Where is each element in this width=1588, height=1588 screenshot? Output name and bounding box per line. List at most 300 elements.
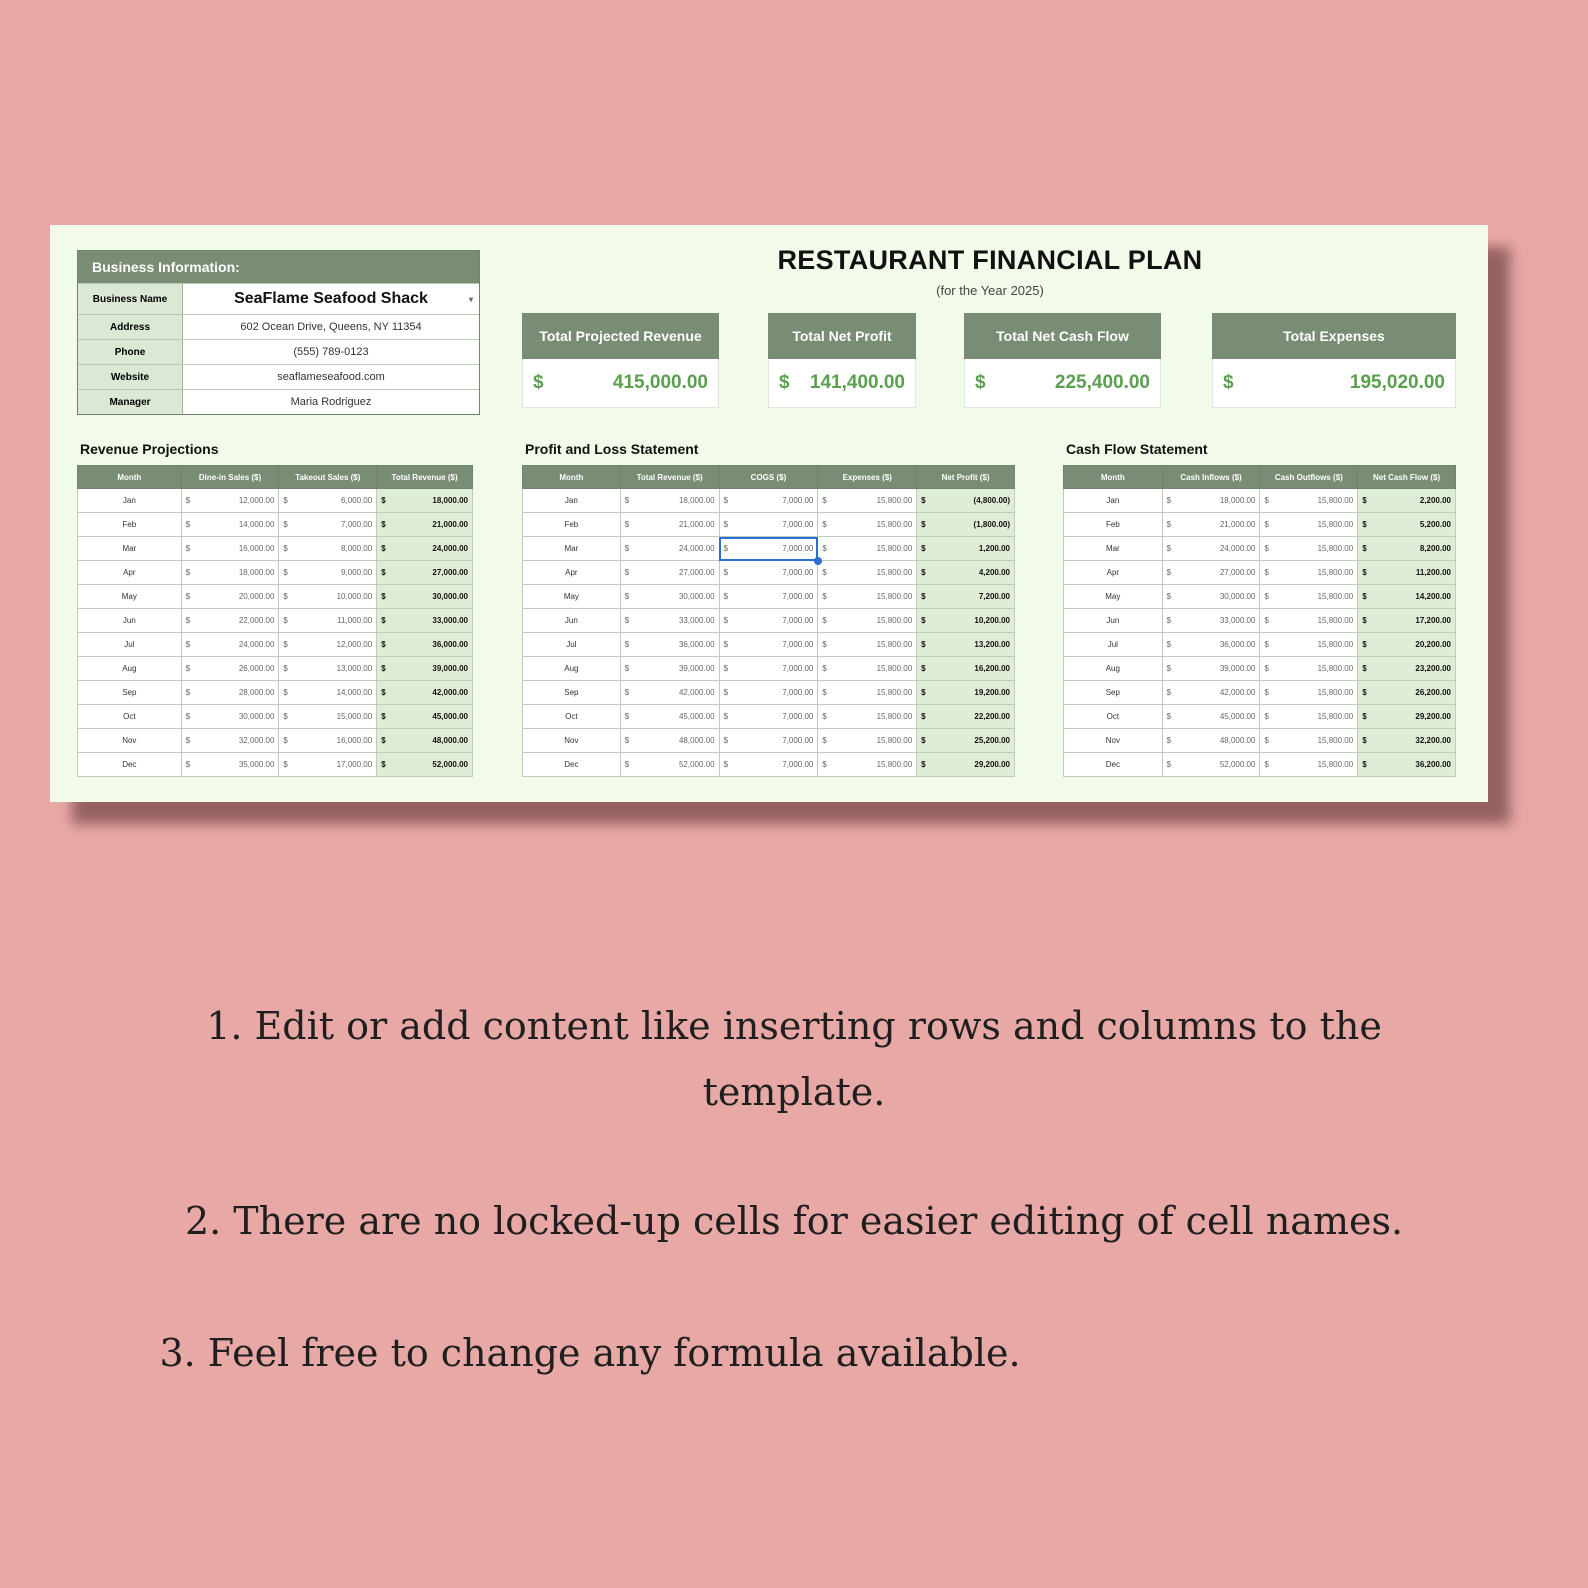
total-cell[interactable] [377, 681, 473, 705]
card-net-profit [768, 313, 916, 409]
total-cell[interactable] [917, 729, 1015, 753]
currency-symbol: $ [381, 616, 386, 625]
currency-symbol: $ [185, 664, 191, 673]
value-cell[interactable] [1260, 513, 1358, 537]
value-cell[interactable] [1162, 753, 1260, 777]
value-cell[interactable] [1162, 729, 1260, 753]
total-cell[interactable] [377, 585, 473, 609]
total-cell[interactable] [917, 633, 1015, 657]
cell-value: 7,000.00 [782, 736, 814, 745]
value-cell[interactable] [279, 681, 377, 705]
currency-symbol: $ [624, 736, 630, 745]
currency-symbol: $ [624, 592, 630, 601]
currency-symbol: $ [822, 664, 827, 673]
month-cell[interactable]: Aug [78, 657, 182, 681]
value-cell[interactable] [181, 513, 279, 537]
value-cell[interactable] [181, 705, 279, 729]
cell-value: 15,800.00 [876, 712, 913, 721]
currency-symbol: $ [1166, 544, 1172, 553]
card-value[interactable] [768, 359, 916, 408]
phone-cell[interactable]: (555) 789-0123 [183, 340, 479, 364]
total-cell[interactable] [1358, 513, 1456, 537]
currency-symbol: $ [1264, 568, 1269, 577]
total-cell[interactable] [377, 705, 473, 729]
currency-symbol: $ [283, 640, 288, 649]
cell-value: 33,000.00 [678, 616, 715, 625]
column-header[interactable]: Dine-in Sales ($) [181, 466, 279, 489]
value-cell[interactable] [181, 657, 279, 681]
column-header[interactable]: Net Profit ($) [917, 466, 1015, 489]
currency-symbol: $ [1362, 496, 1367, 505]
cell-value: 4,200.00 [978, 568, 1010, 577]
column-header[interactable]: Month [1064, 466, 1163, 489]
total-cell[interactable] [1358, 489, 1456, 513]
value-cell[interactable] [1260, 633, 1358, 657]
value-cell[interactable] [1162, 537, 1260, 561]
currency-symbol: $ [381, 568, 386, 577]
month-cell[interactable]: Oct [78, 705, 182, 729]
value-cell[interactable] [181, 753, 279, 777]
month-cell[interactable]: Jul [523, 633, 621, 657]
month-cell[interactable]: Mar [1064, 537, 1163, 561]
month-cell[interactable]: May [1064, 585, 1163, 609]
currency-symbol: $ [1264, 496, 1269, 505]
value-cell[interactable] [818, 489, 917, 513]
currency-symbol: $ [624, 616, 630, 625]
cell-value: 27,000.00 [432, 568, 468, 577]
cell-value: 15,800.00 [876, 760, 913, 769]
value-cell[interactable] [279, 537, 377, 561]
cell-value: 20,000.00 [238, 592, 275, 601]
cell-value: 15,000.00 [336, 712, 373, 721]
total-cell[interactable] [1358, 705, 1456, 729]
currency-symbol: $ [723, 712, 729, 721]
month-cell[interactable]: Feb [1064, 513, 1163, 537]
value-cell[interactable] [719, 705, 818, 729]
value-cell[interactable] [279, 657, 377, 681]
currency-symbol: $ [921, 568, 926, 577]
value-cell[interactable] [1260, 561, 1358, 585]
currency-symbol: $ [723, 640, 729, 649]
business-info-panel [77, 250, 480, 415]
total-cell[interactable] [377, 753, 473, 777]
total-cell[interactable] [917, 681, 1015, 705]
currency-symbol: $ [624, 496, 630, 505]
value-cell[interactable] [181, 561, 279, 585]
value-cell[interactable] [181, 609, 279, 633]
month-cell[interactable]: Aug [523, 657, 621, 681]
total-cell[interactable] [377, 513, 473, 537]
table-row [78, 585, 473, 609]
value-cell[interactable] [1260, 585, 1358, 609]
currency-symbol: $ [723, 616, 729, 625]
value-cell[interactable] [719, 561, 818, 585]
cell-value: 45,000.00 [1219, 712, 1256, 721]
currency-symbol: $ [185, 496, 191, 505]
column-header[interactable]: Total Revenue ($) [377, 466, 473, 489]
cell-value: 24,000.00 [678, 544, 715, 553]
cell-value: 15,800.00 [1317, 640, 1354, 649]
value-cell[interactable] [181, 585, 279, 609]
total-cell[interactable] [1358, 537, 1456, 561]
currency-symbol: $ [921, 544, 926, 553]
table-row [1064, 585, 1456, 609]
value-cell[interactable] [719, 585, 818, 609]
column-header[interactable]: Cash Outflows ($) [1260, 466, 1358, 489]
currency-symbol: $ [624, 688, 630, 697]
cell-value: 14,000.00 [238, 520, 275, 529]
value-cell[interactable] [279, 585, 377, 609]
currency-symbol: $ [381, 520, 386, 529]
column-header[interactable]: Month [523, 466, 621, 489]
pl-table [522, 465, 1015, 777]
total-cell[interactable] [377, 729, 473, 753]
currency-symbol: $ [822, 688, 827, 697]
note-1: 1. Edit or add content like inserting rows and columns to the template. [206, 1004, 1382, 1114]
cell-value: 15,800.00 [1317, 712, 1354, 721]
column-header[interactable]: Expenses ($) [818, 466, 917, 489]
value-cell[interactable] [181, 681, 279, 705]
currency-symbol: $ [381, 688, 386, 697]
currency-symbol: $ [822, 616, 827, 625]
value-cell[interactable] [279, 513, 377, 537]
card-value[interactable] [964, 359, 1161, 408]
cell-value: 21,000.00 [1219, 520, 1256, 529]
currency-symbol: $ [185, 760, 191, 769]
column-header[interactable]: Takeout Sales ($) [279, 466, 377, 489]
value-cell[interactable] [1260, 657, 1358, 681]
month-cell[interactable]: Sep [78, 681, 182, 705]
value-cell[interactable] [620, 705, 719, 729]
currency-symbol: $ [1264, 664, 1269, 673]
total-cell[interactable] [917, 537, 1015, 561]
value-cell[interactable] [1260, 705, 1358, 729]
cell-value: 33,000.00 [432, 616, 468, 625]
cell-value: 7,000.00 [782, 664, 814, 673]
cell-value: 30,000.00 [678, 592, 715, 601]
value-cell[interactable] [719, 729, 818, 753]
value-cell[interactable] [620, 585, 719, 609]
value-cell[interactable] [719, 681, 818, 705]
value-cell[interactable] [818, 561, 917, 585]
currency-symbol: $ [624, 712, 630, 721]
value-cell[interactable] [279, 609, 377, 633]
month-cell[interactable]: Feb [78, 513, 182, 537]
currency-symbol: $ [283, 760, 288, 769]
revenue-section-title: Revenue Projections [80, 441, 219, 457]
value-cell[interactable] [818, 537, 917, 561]
currency-symbol: $ [822, 640, 827, 649]
table-row [78, 513, 473, 537]
month-cell[interactable]: Oct [1064, 705, 1163, 729]
revenue-table [77, 465, 473, 777]
value-cell[interactable] [279, 633, 377, 657]
month-cell[interactable]: Dec [523, 753, 621, 777]
cell-value: 18,000.00 [1219, 496, 1256, 505]
value-cell[interactable] [1260, 609, 1358, 633]
currency-symbol: $ [185, 712, 191, 721]
currency-symbol: $ [723, 568, 729, 577]
cell-value: 45,000.00 [432, 712, 468, 721]
cell-value: 15,800.00 [876, 520, 913, 529]
value-cell[interactable] [620, 609, 719, 633]
cell-value: 42,000.00 [678, 688, 715, 697]
value-cell[interactable] [719, 537, 818, 561]
cell-value: 13,200.00 [974, 640, 1010, 649]
month-cell[interactable]: Jun [1064, 609, 1163, 633]
currency-symbol: $ [1166, 664, 1172, 673]
cell-value: 12,000.00 [336, 640, 373, 649]
table-row [523, 489, 1015, 513]
month-cell[interactable]: Oct [523, 705, 621, 729]
cash-table [1063, 465, 1456, 777]
cell-value: 15,800.00 [1317, 688, 1354, 697]
column-header[interactable]: Cash Inflows ($) [1162, 466, 1260, 489]
table-row [523, 657, 1015, 681]
cell-value: 7,000.00 [782, 688, 814, 697]
value-cell[interactable] [1162, 681, 1260, 705]
page-subtitle: (for the Year 2025) [936, 283, 1044, 298]
cell-value: 15,800.00 [1317, 520, 1354, 529]
value-cell[interactable] [1260, 681, 1358, 705]
total-cell[interactable] [377, 537, 473, 561]
value-cell[interactable] [620, 513, 719, 537]
month-cell[interactable]: Sep [523, 681, 621, 705]
currency-symbol: $ [723, 544, 729, 553]
value-cell[interactable] [620, 753, 719, 777]
currency-symbol: $ [185, 736, 191, 745]
value-cell[interactable] [279, 753, 377, 777]
table-row [1064, 489, 1456, 513]
table-row [523, 609, 1015, 633]
total-cell[interactable] [377, 657, 473, 681]
table-row [78, 681, 473, 705]
manager-cell[interactable]: Maria Rodriguez [183, 390, 479, 414]
value-cell[interactable] [1162, 561, 1260, 585]
total-cell[interactable] [1358, 585, 1456, 609]
value-cell[interactable] [719, 753, 818, 777]
currency-symbol: $ [185, 520, 191, 529]
month-cell[interactable]: Apr [78, 561, 182, 585]
total-cell[interactable] [377, 561, 473, 585]
month-cell[interactable]: Jan [1064, 489, 1163, 513]
column-header[interactable]: Net Cash Flow ($) [1358, 466, 1456, 489]
cell-value: 33,000.00 [1219, 616, 1256, 625]
table-row [78, 729, 473, 753]
total-cell[interactable] [377, 609, 473, 633]
currency-symbol: $ [921, 712, 926, 721]
month-cell[interactable]: Jun [523, 609, 621, 633]
currency-symbol: $ [822, 496, 827, 505]
card-value[interactable] [522, 359, 719, 408]
value-cell[interactable] [181, 633, 279, 657]
header-row [78, 466, 473, 489]
cell-value: 26,000.00 [238, 664, 275, 673]
table-row [1064, 681, 1456, 705]
cell-value: 18,000.00 [238, 568, 275, 577]
biz-row-phone [78, 339, 479, 364]
month-cell[interactable]: Jan [78, 489, 182, 513]
cell-value: 15,800.00 [1317, 568, 1354, 577]
value-cell[interactable] [719, 633, 818, 657]
cell-value: 15,800.00 [876, 496, 913, 505]
total-cell[interactable] [917, 753, 1015, 777]
column-header[interactable]: Month [78, 466, 182, 489]
value-cell[interactable] [818, 513, 917, 537]
value-cell[interactable] [620, 657, 719, 681]
month-cell[interactable]: Aug [1064, 657, 1163, 681]
cell-value: 16,000.00 [238, 544, 275, 553]
currency-symbol: $ [975, 372, 986, 393]
value-cell[interactable] [1162, 705, 1260, 729]
value-cell[interactable] [818, 657, 917, 681]
currency-symbol: $ [723, 688, 729, 697]
value-cell[interactable] [1260, 753, 1358, 777]
cell-value: 11,200.00 [1415, 568, 1451, 577]
cell-value: 7,000.00 [782, 568, 814, 577]
currency-symbol: $ [283, 520, 288, 529]
month-cell[interactable]: Apr [523, 561, 621, 585]
currency-symbol: $ [1166, 616, 1172, 625]
cell-value: 35,000.00 [238, 760, 275, 769]
total-cell[interactable] [1358, 609, 1456, 633]
month-cell[interactable]: Dec [78, 753, 182, 777]
currency-symbol: $ [1166, 520, 1172, 529]
total-cell[interactable] [917, 609, 1015, 633]
value-cell[interactable] [1162, 609, 1260, 633]
total-cell[interactable] [917, 513, 1015, 537]
value-cell[interactable] [719, 609, 818, 633]
value-cell[interactable] [1260, 729, 1358, 753]
value-cell[interactable] [620, 561, 719, 585]
value-cell[interactable] [279, 561, 377, 585]
currency-symbol: $ [1264, 760, 1269, 769]
dropdown-arrow-icon[interactable]: ▾ [468, 294, 473, 304]
month-cell[interactable]: Jul [1064, 633, 1163, 657]
total-cell[interactable] [917, 657, 1015, 681]
value-cell[interactable] [181, 489, 279, 513]
value-cell[interactable] [620, 633, 719, 657]
value-cell[interactable] [818, 633, 917, 657]
value-cell[interactable] [279, 729, 377, 753]
business-name-value: SeaFlame Seafood Shack [234, 290, 428, 307]
value-cell[interactable] [818, 609, 917, 633]
currency-symbol: $ [283, 688, 288, 697]
cell-value: 8,000.00 [341, 544, 373, 553]
month-cell[interactable]: Jan [523, 489, 621, 513]
value-cell[interactable] [181, 537, 279, 561]
total-cell[interactable] [1358, 633, 1456, 657]
cell-value: 16,000.00 [336, 736, 373, 745]
month-cell[interactable]: Mar [78, 537, 182, 561]
value-cell[interactable] [719, 657, 818, 681]
value-cell[interactable] [1162, 585, 1260, 609]
currency-symbol: $ [624, 568, 630, 577]
value-cell[interactable] [279, 705, 377, 729]
value-cell[interactable] [1260, 489, 1358, 513]
month-cell[interactable]: Feb [523, 513, 621, 537]
value-cell[interactable] [719, 489, 818, 513]
total-cell[interactable] [917, 561, 1015, 585]
total-cell[interactable] [1358, 657, 1456, 681]
total-cell[interactable] [917, 705, 1015, 729]
address-cell[interactable]: 602 Ocean Drive, Queens, NY 11354 [183, 315, 479, 339]
value-cell[interactable] [620, 729, 719, 753]
month-cell[interactable]: May [78, 585, 182, 609]
cell-value: 7,000.00 [782, 592, 814, 601]
value-cell[interactable] [1162, 513, 1260, 537]
card-value[interactable] [1212, 359, 1456, 408]
biz-row-manager [78, 389, 479, 414]
total-cell[interactable] [377, 633, 473, 657]
currency-symbol: $ [921, 592, 926, 601]
cell-value: 36,200.00 [1415, 760, 1451, 769]
month-cell[interactable]: Nov [523, 729, 621, 753]
website-cell[interactable]: seaflameseafood.com [183, 365, 479, 389]
currency-symbol: $ [779, 372, 790, 393]
total-cell[interactable] [917, 489, 1015, 513]
currency-symbol: $ [723, 736, 729, 745]
month-cell[interactable]: Dec [1064, 753, 1163, 777]
currency-symbol: $ [1166, 496, 1172, 505]
value-cell[interactable] [620, 537, 719, 561]
currency-symbol: $ [1362, 760, 1367, 769]
month-cell[interactable]: Jun [78, 609, 182, 633]
month-cell[interactable]: Apr [1064, 561, 1163, 585]
cell-value: 30,000.00 [1219, 592, 1256, 601]
table-row [523, 753, 1015, 777]
value-cell[interactable] [719, 513, 818, 537]
value-cell[interactable] [620, 681, 719, 705]
total-cell[interactable] [1358, 753, 1456, 777]
value-cell[interactable] [620, 489, 719, 513]
month-cell[interactable]: Sep [1064, 681, 1163, 705]
value-cell[interactable] [818, 729, 917, 753]
month-cell[interactable]: May [523, 585, 621, 609]
value-cell[interactable] [181, 729, 279, 753]
column-header[interactable]: Total Revenue ($) [620, 466, 719, 489]
total-cell[interactable] [1358, 729, 1456, 753]
value-cell[interactable] [818, 585, 917, 609]
month-cell[interactable]: Nov [78, 729, 182, 753]
value-cell[interactable] [818, 753, 917, 777]
total-cell[interactable] [1358, 561, 1456, 585]
currency-symbol: $ [723, 496, 729, 505]
cell-value: 24,000.00 [432, 544, 468, 553]
value-cell[interactable] [1162, 489, 1260, 513]
total-cell[interactable] [917, 585, 1015, 609]
total-cell[interactable] [377, 489, 473, 513]
value-cell[interactable] [818, 705, 917, 729]
total-cell[interactable] [1358, 681, 1456, 705]
column-header[interactable]: COGS ($) [719, 466, 818, 489]
value-cell[interactable] [818, 681, 917, 705]
table-row [78, 537, 473, 561]
value-cell[interactable] [279, 489, 377, 513]
month-cell[interactable]: Mar [523, 537, 621, 561]
currency-symbol: $ [1166, 736, 1172, 745]
value-cell[interactable] [1260, 537, 1358, 561]
month-cell[interactable]: Nov [1064, 729, 1163, 753]
value-cell[interactable] [1162, 633, 1260, 657]
currency-symbol: $ [185, 544, 191, 553]
month-cell[interactable]: Jul [78, 633, 182, 657]
currency-symbol: $ [1362, 520, 1367, 529]
currency-symbol: $ [1362, 568, 1367, 577]
table-row [78, 633, 473, 657]
business-name-cell[interactable] [183, 284, 479, 314]
value-cell[interactable] [1162, 657, 1260, 681]
